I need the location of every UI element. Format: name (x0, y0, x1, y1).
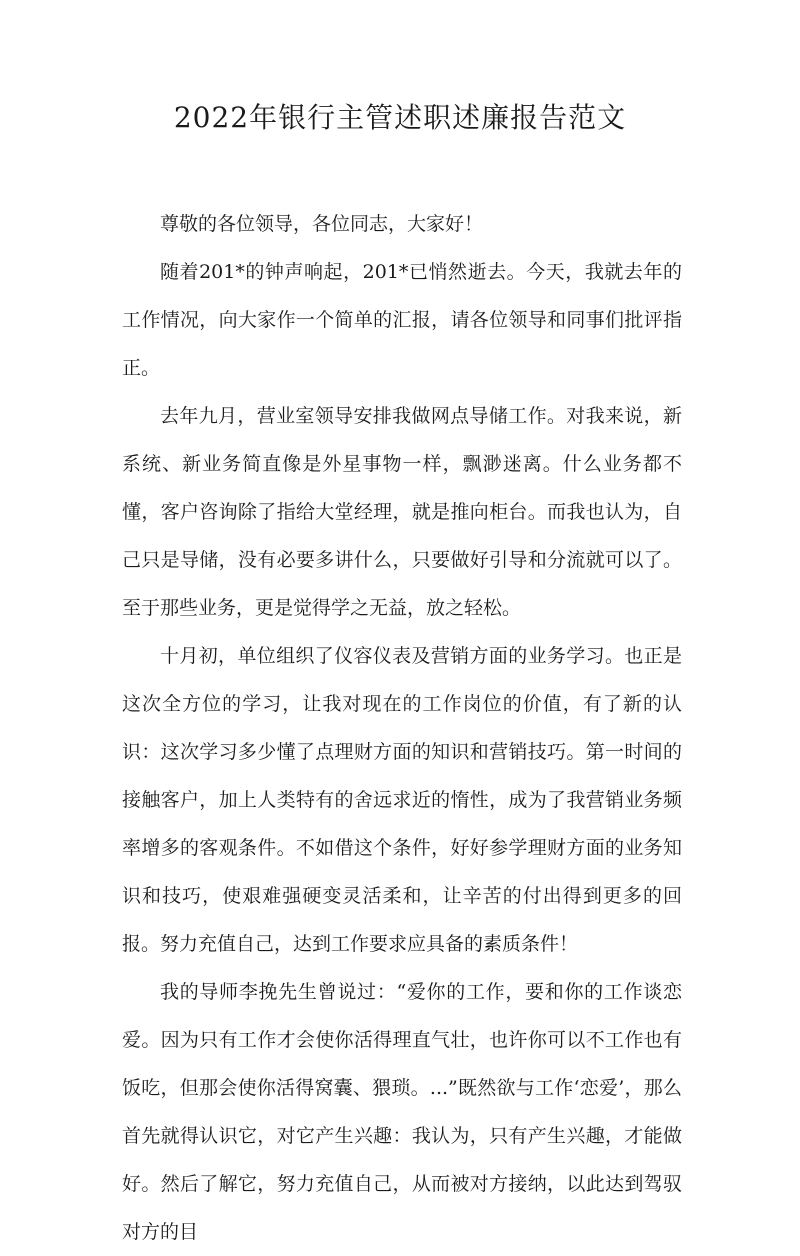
document-body (122, 200, 682, 1256)
paragraph-september: 去年九月，营业室领导安排我做网点导储工作。对我来说，新系统、新业务简直像是外星事物一样，飘渺迷离。什么业务都不懂，客户咨询除了指给大堂经理，就是推向柜台。而我也认为，自己只是导储，没有必要多讲什么，只要做好引导和分流就可以了。至于那些业务，更是觉得学之无益，放之轻松。 (122, 405, 682, 619)
paragraph-mentor: 我的导师李挽先生曾说过：“爱你的工作，要和你的工作谈恋爱。因为只有工作才会使你活得理直气壮，也许你可以不工作也有饭吃，但那会使你活得窝囊、猥琐。...”既然欲与工作‘恋爱’，那么首先就得认识它，对它产生兴趣：我认为，只有产生兴趣，才能做好。然后了解它，努力充值自己，从而被对方接纳，以此达到驾驭对方的目 (122, 981, 682, 1243)
paragraph-october: 十月初，单位组织了仪容仪表及营销方面的业务学习。也正是这次全方位的学习，让我对现在的工作岗位的价值，有了新的认识：这次学习多少懂了点理财方面的知识和营销技巧。第一时间的接触客户，加上人类特有的舍远求近的惰性，成为了我营销业务频率增多的客观条件。不如借这个条件，好好参学理财方面的业务知识和技巧，使艰难强硬变灵活柔和，让辛苦的付出得到更多的回报。努力充值自己，达到工作要求应具备的素质条件！ (122, 645, 682, 955)
paragraph-intro: 随着201*的钟声响起，201*已悄然逝去。今天，我就去年的工作情况，向大家作一个简单的汇报，请各位领导和同事们批评指正。 (122, 261, 682, 379)
paragraph-greeting: 尊敬的各位领导，各位同志，大家好！ (160, 213, 484, 235)
document-title: 2022年银行主管述职述廉报告范文 (173, 101, 627, 134)
